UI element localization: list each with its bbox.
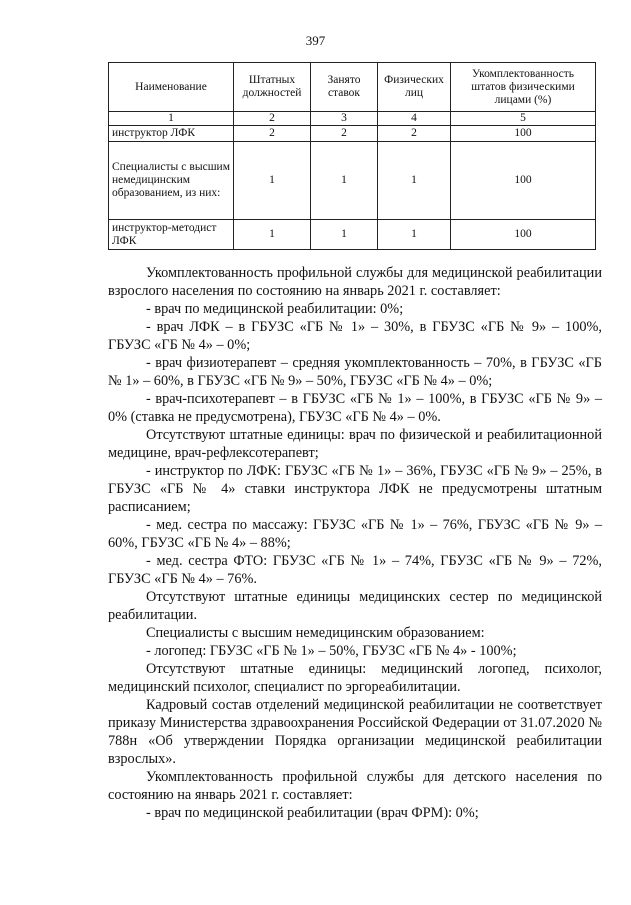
paragraph: Укомплектованность профильной службы для детского населения по состоянию на январь 2021 г. составляет: <box>108 769 602 803</box>
table-cell: 1 <box>311 220 378 250</box>
page-number: 397 <box>305 33 326 48</box>
paragraph: Отсутствуют штатные единицы: врач по физической и реабилитационной медицине, врач-рефлексотерапевт; <box>108 427 602 461</box>
table-row <box>109 220 596 250</box>
paragraph: - врач по медицинской реабилитации (врач ФРМ): 0%; <box>146 805 479 821</box>
table-cell: 2 <box>311 126 378 142</box>
table-cell: 2 <box>234 126 311 142</box>
paragraph: - врач по медицинской реабилитации: 0%; <box>146 301 404 317</box>
table-header-row <box>109 63 596 112</box>
table-cell: 1 <box>234 142 311 220</box>
table-cell: 1 <box>234 220 311 250</box>
paragraph: Отсутствуют штатные единицы: медицинский логопед, психолог, медицинский психолог, специалист по эргореабилитации. <box>108 661 602 695</box>
paragraph: - логопед: ГБУЗС «ГБ № 1» – 50%, ГБУЗС «ГБ № 4» - 100%; <box>146 643 517 659</box>
table-header-cell: Наименование <box>109 63 234 112</box>
paragraph: Отсутствуют штатные единицы медицинских сестер по медицинской реабилитации. <box>108 589 602 623</box>
column-number: 3 <box>311 112 378 126</box>
table-cell: 1 <box>311 142 378 220</box>
paragraph: - мед. сестра по массажу: ГБУЗС «ГБ № 1» – 76%, ГБУЗС «ГБ № 9» – 60%, ГБУЗС «ГБ № 4» – 88%; <box>108 517 602 551</box>
table-header-cell: Штатных должностей <box>234 63 311 112</box>
table-cell-name: Специалисты с высшим немедицинским образованием, из них: <box>109 142 234 220</box>
table-cell: 1 <box>378 142 451 220</box>
paragraph: - мед. сестра ФТО: ГБУЗС «ГБ № 1» – 74%, ГБУЗС «ГБ № 9» – 72%, ГБУЗС «ГБ № 4» – 76%. <box>108 553 602 587</box>
table-cell: 2 <box>378 126 451 142</box>
paragraph: Укомплектованность профильной службы для медицинской реабилитации взрослого населения по состоянию на январь 2021 г. составляет: <box>108 265 602 299</box>
table-header-cell: Укомплектованность штатов физическими лицами (%) <box>451 63 596 112</box>
table-header-cell: Занято ставок <box>311 63 378 112</box>
table-cell: 100 <box>451 126 596 142</box>
paragraph: - инструктор по ЛФК: ГБУЗС «ГБ № 1» – 36%, ГБУЗС «ГБ № 9» – 25%, в ГБУЗС «ГБ № 4» ставки инструктора ЛФК не предусмотрены штатным расписанием; <box>108 463 602 515</box>
table-cell: 100 <box>451 220 596 250</box>
paragraph: - врач-психотерапевт – в ГБУЗС «ГБ № 1» – 100%, в ГБУЗС «ГБ № 9» – 0% (ставка не предусмотрена), ГБУЗС «ГБ № 4» – 0%. <box>108 391 602 425</box>
staffing-table <box>108 62 596 250</box>
paragraph: - врач ЛФК – в ГБУЗС «ГБ № 1» – 30%, в ГБУЗС «ГБ № 9» – 100%, ГБУЗС «ГБ № 4» – 0%; <box>108 319 602 353</box>
table-cell-name: инструктор ЛФК <box>109 126 234 142</box>
table-row <box>109 142 596 220</box>
table-cell: 100 <box>451 142 596 220</box>
body-text <box>108 264 602 822</box>
table-cell: 1 <box>378 220 451 250</box>
paragraph: - врач физиотерапевт – средняя укомплектованность – 70%, в ГБУЗС «ГБ № 1» – 60%, в ГБУЗС «ГБ № 9» – 50%, ГБУЗС «ГБ № 4» – 0%; <box>108 355 602 389</box>
paragraph: Специалисты с высшим немедицинским образованием: <box>146 625 485 641</box>
column-number: 5 <box>451 112 596 126</box>
table-header-cell: Физических лиц <box>378 63 451 112</box>
column-number: 4 <box>378 112 451 126</box>
column-number: 2 <box>234 112 311 126</box>
column-number: 1 <box>109 112 234 126</box>
table-column-number-row <box>109 112 596 126</box>
paragraph: Кадровый состав отделений медицинской реабилитации не соответствует приказу Министерства здравоохранения Российской Федерации от 31.07.2020 № 788н «Об утверждении Порядка организации медицинской реабилитации взрослых». <box>108 697 602 767</box>
table-cell-name: инструктор-методист ЛФК <box>109 220 234 250</box>
table-row <box>109 126 596 142</box>
